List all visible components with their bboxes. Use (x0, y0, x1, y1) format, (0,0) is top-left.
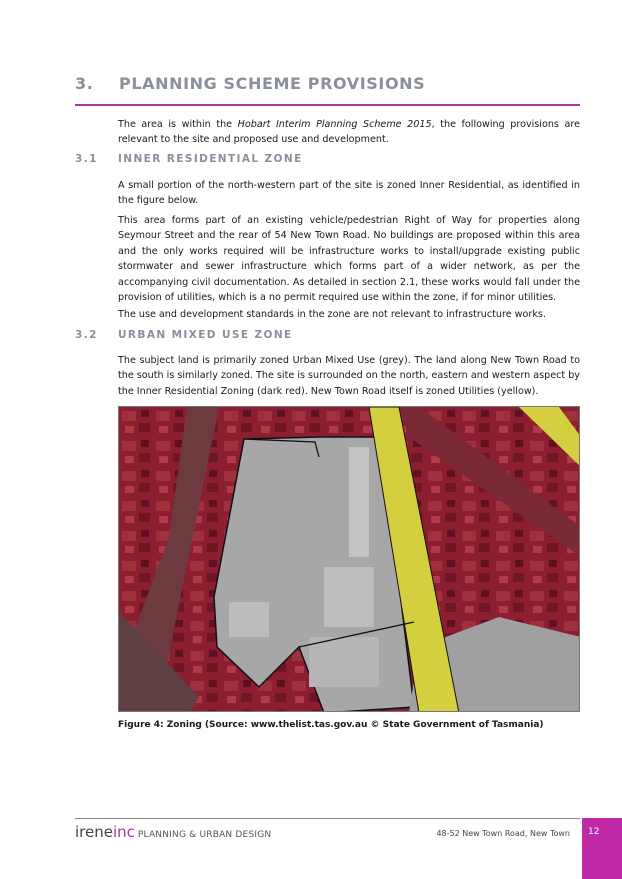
subsection-title: URBAN MIXED USE ZONE (118, 329, 293, 341)
subsection-heading-3-1 (75, 153, 580, 165)
subsection-number: 3.2 (75, 329, 98, 341)
intro-paragraph (118, 117, 580, 148)
zoning-map-graphic (119, 407, 580, 712)
site-building (349, 447, 369, 557)
footer-rule (75, 818, 580, 819)
figure-caption: Figure 4: Zoning (Source: www.thelist.tas.gov.au © State Government of Tasmania) (118, 720, 544, 730)
paragraph: A small portion of the north-western part of the site is zoned Inner Residential, as identified in the figure below. (118, 180, 580, 207)
logo-text: irene (75, 823, 113, 841)
paragraph: This area forms part of an existing vehicle/pedestrian Right of Way for properties along Seymour Street and the rear of 54 New Town Road. No buildings are proposed within this area and the only works required will be infrastructure works to install/upgrade existing public stormwater and sewer infrastructure which forms part of a wider network, as per the accompanying civil documentation. As detailed in section 2.1, these works would fall under the provision of utilities, which is a no permit required use within the zone, if for minor utilities. (118, 215, 580, 304)
page-number-box (582, 818, 622, 879)
subsection-heading-3-2 (75, 329, 580, 341)
zoning-map (118, 406, 580, 712)
site-building (324, 567, 374, 627)
logo-subtitle: PLANNING & URBAN DESIGN (137, 830, 272, 840)
logo-text-accent: inc (112, 823, 135, 841)
footer-logo (75, 823, 271, 841)
site-building (309, 637, 379, 687)
subsection-title: INNER RESIDENTIAL ZONE (118, 153, 303, 165)
section-number: 3. (75, 74, 94, 93)
intro-text-end: , the following provisions are relevant to the site and proposed use and development. (118, 119, 580, 146)
footer-address: 48-52 New Town Road, New Town (436, 829, 570, 838)
section-title: PLANNING SCHEME PROVISIONS (119, 74, 426, 93)
paragraph: The subject land is primarily zoned Urban Mixed Use (grey). The land along New Town Road to the south is similarly zoned. The site is surrounded on the north, eastern and western aspect by the Inner Residential Zoning (dark red). New Town Road itself is zoned Utilities (yellow). (118, 355, 580, 397)
scheme-name: Hobart Interim Planning Scheme 2015 (237, 119, 432, 130)
heading-rule (75, 104, 580, 106)
site-building (229, 602, 269, 637)
subsection-number: 3.1 (75, 153, 98, 165)
intro-text-start: The area is within the (118, 119, 238, 130)
paragraph: The use and development standards in the zone are not relevant to infrastructure works. (118, 309, 546, 320)
section-heading (75, 74, 580, 93)
page-number: 12 (588, 827, 600, 837)
